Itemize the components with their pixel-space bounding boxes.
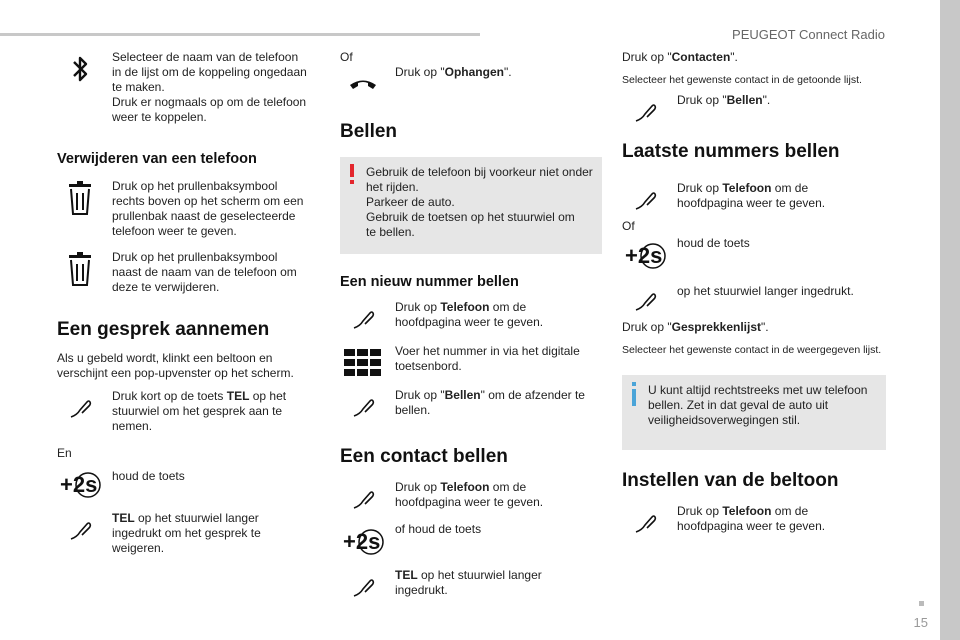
press-icon xyxy=(340,300,386,338)
page-header: PEUGEOT Connect Radio xyxy=(732,27,885,42)
svg-text:+2s: +2s xyxy=(343,529,381,554)
svg-text:+2s: +2s xyxy=(60,472,98,497)
long-press-step: op het stuurwiel langer ingedrukt. xyxy=(622,282,886,320)
info-note: U kunt altijd rechtstreeks met uw telefoon bellen. Zet in dat geval de auto uit veiligheidsoverwegingen stil. xyxy=(622,375,886,450)
plus-2s-icon xyxy=(622,236,668,274)
tel-reject-step: TEL op het stuurwiel langer ingedrukt om het gesprek te weigeren. xyxy=(57,511,319,556)
press-icon xyxy=(622,504,668,542)
telephone-step-2: Druk op Telefoon om de hoofdpagina weer te geven. xyxy=(340,480,602,518)
info-icon xyxy=(630,382,638,410)
telephone-step: Druk op Telefoon om de hoofdpagina weer te geven. xyxy=(340,300,602,338)
bellen-step: Druk op "Bellen". xyxy=(622,93,886,131)
trash-step-1: Druk op het prullenbaksymbool rechts boven op het scherm om een prullenbak naast de geselecteerde telefoon weer te geven. xyxy=(57,179,319,239)
answer-call-heading: Een gesprek aannemen xyxy=(57,319,270,340)
keypad-step: Voer het nummer in via het digitale toetsenbord. xyxy=(340,344,602,382)
hold-step: +2s houd de toets xyxy=(622,236,886,274)
warning-icon xyxy=(348,164,356,188)
of-label: Of xyxy=(622,219,635,233)
press-icon xyxy=(622,181,668,219)
keypad-icon xyxy=(340,344,386,382)
page-number: 15 xyxy=(913,615,928,630)
select-log-text: Selecteer het gewenste contact in de weergegeven lijst. xyxy=(622,344,882,356)
tel-answer-step: Druk kort op de toets TEL op het stuurwiel om het gesprek aan te nemen. xyxy=(57,389,319,434)
hangup-icon xyxy=(340,65,386,103)
remove-phone-heading: Verwijderen van een telefoon xyxy=(57,151,257,167)
answer-intro: Als u gebeld wordt, klinkt een beltoon en verschijnt een pop-upvenster op het scherm. xyxy=(57,351,294,380)
select-contact-text: Selecteer het gewenste contact in de getoonde lijst. xyxy=(622,74,862,86)
plus-2s-icon xyxy=(340,522,386,560)
hold-step: +2s of houd de toets xyxy=(340,522,602,560)
column-right xyxy=(622,50,886,542)
call-log-step: Druk op "Gesprekkenlijst". xyxy=(622,320,769,334)
en-label: En xyxy=(57,446,72,460)
hangup-step: Druk op "Ophangen". xyxy=(340,65,602,103)
top-rule xyxy=(0,33,480,36)
tel-long-press-step: TEL op het stuurwiel langer ingedrukt. xyxy=(340,568,602,606)
plus-2s-icon xyxy=(57,465,103,503)
press-icon xyxy=(57,389,103,427)
recent-numbers-heading: Laatste nummers bellen xyxy=(622,141,840,162)
column-left xyxy=(57,50,319,556)
trash-icon xyxy=(57,250,103,288)
ringtone-heading: Instellen van de beltoon xyxy=(622,470,839,491)
new-number-heading: Een nieuw nummer bellen xyxy=(340,274,519,290)
bellen-step: Druk op "Bellen" om de afzender te bellen. xyxy=(340,388,602,426)
trash-step-2: Druk op het prullenbaksymbool naast de naam van de telefoon om deze te verwijderen. xyxy=(57,250,319,295)
column-middle xyxy=(340,50,602,606)
press-icon xyxy=(340,568,386,606)
call-heading: Bellen xyxy=(340,121,398,142)
svg-text:+2s: +2s xyxy=(625,243,663,268)
contacten-step: Druk op "Contacten". xyxy=(622,50,738,64)
bluetooth-step: Selecteer de naam van de telefoon in de lijst om de koppeling ongedaan te maken. Druk er nogmaals op om de telefoon weer te koppelen. xyxy=(57,50,319,125)
of-label: Of xyxy=(340,50,353,64)
contact-call-heading: Een contact bellen xyxy=(340,446,508,467)
side-rule xyxy=(940,0,960,640)
press-icon xyxy=(622,93,668,131)
trash-icon xyxy=(57,179,103,217)
bluetooth-icon xyxy=(57,50,103,88)
page-dot xyxy=(919,601,924,606)
press-icon xyxy=(622,282,668,320)
hold-step: +2s houd de toets xyxy=(57,465,319,503)
press-icon xyxy=(57,511,103,549)
telephone-step-2: Druk op Telefoon om de hoofdpagina weer te geven. xyxy=(622,504,886,542)
telephone-step: Druk op Telefoon om de hoofdpagina weer te geven. xyxy=(622,181,886,219)
warning-note: Gebruik de telefoon bij voorkeur niet onder het rijden. Parkeer de auto. Gebruik de toetsen op het stuurwiel om te bellen. xyxy=(340,157,602,254)
press-icon xyxy=(340,388,386,426)
press-icon xyxy=(340,480,386,518)
